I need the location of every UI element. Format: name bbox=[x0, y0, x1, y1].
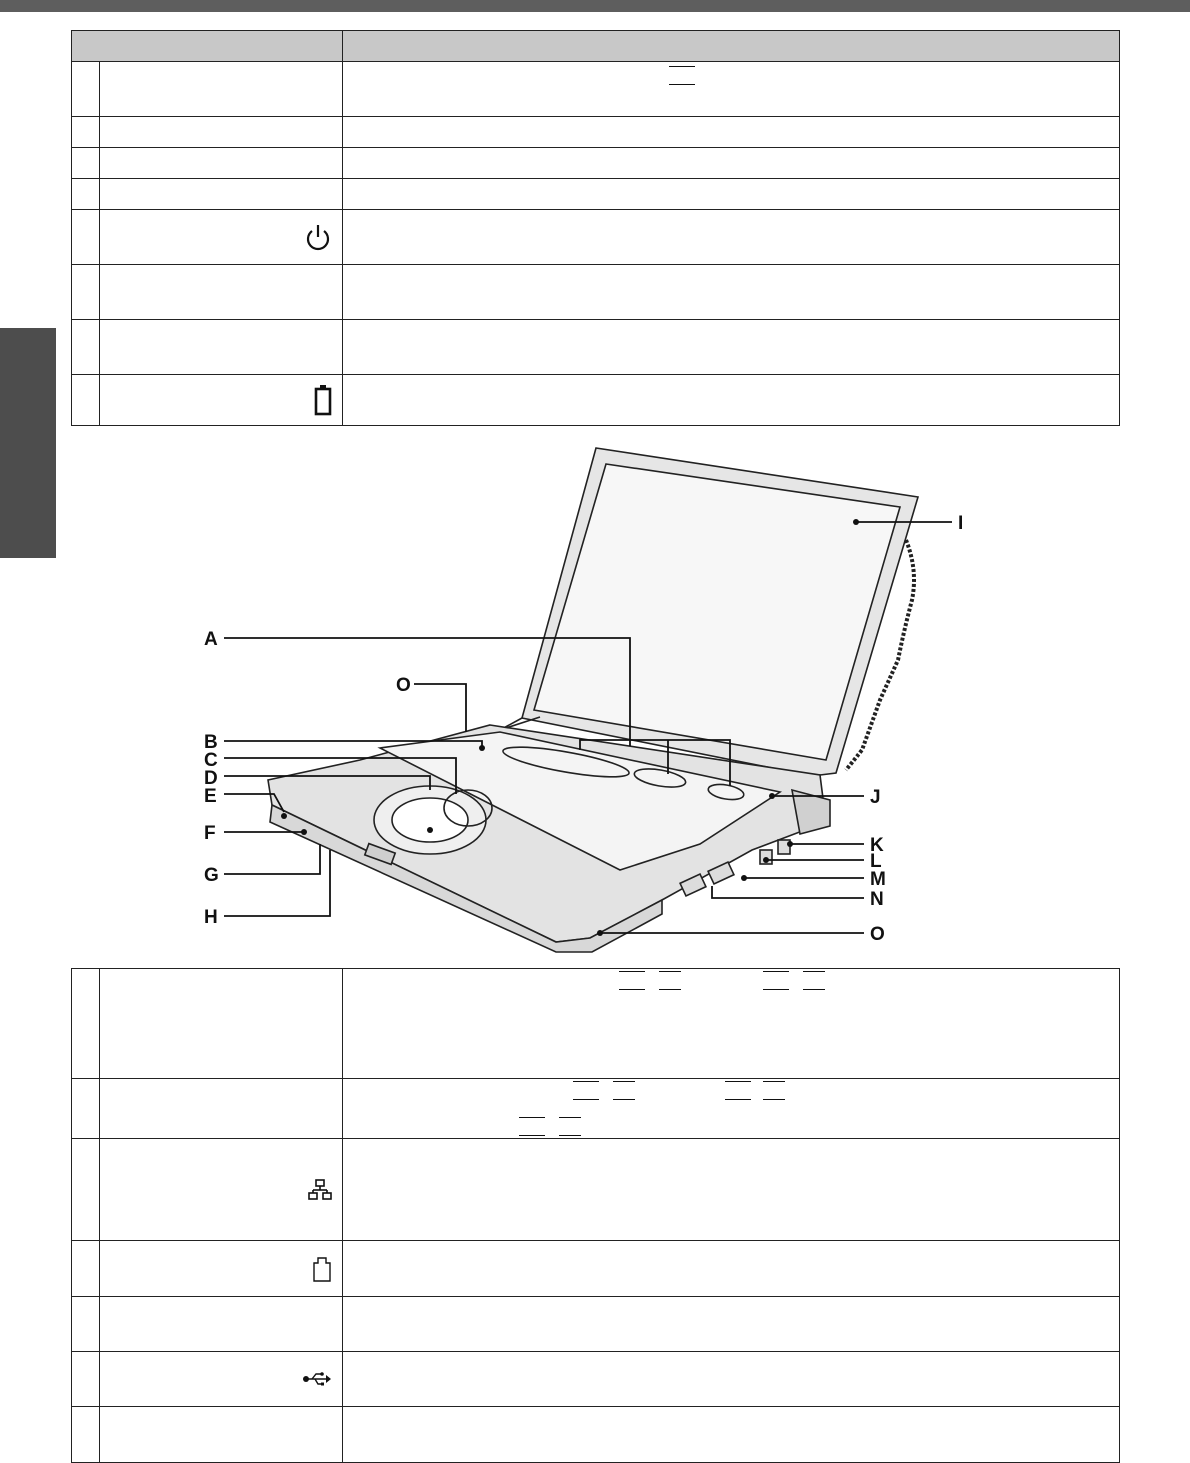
row-name bbox=[100, 1297, 343, 1352]
callout-k: K bbox=[870, 835, 884, 856]
key-overline bbox=[803, 971, 825, 972]
table-row bbox=[72, 210, 1120, 265]
usb-icon bbox=[302, 1371, 332, 1387]
key-overline bbox=[659, 971, 681, 972]
callout-j: J bbox=[870, 787, 881, 808]
callout-o-top: O bbox=[396, 675, 411, 696]
key-overline bbox=[803, 989, 825, 990]
row-description bbox=[343, 117, 1120, 148]
row-description bbox=[343, 1079, 1120, 1139]
key-overline bbox=[619, 989, 645, 990]
row-description bbox=[343, 969, 1120, 1079]
row-letter bbox=[72, 117, 100, 148]
row-description bbox=[343, 1241, 1120, 1297]
row-name bbox=[100, 1139, 343, 1241]
row-letter bbox=[72, 1241, 100, 1297]
callout-g: G bbox=[204, 865, 219, 886]
row-name bbox=[100, 1352, 343, 1407]
bottom-spec-table bbox=[71, 968, 1120, 1463]
row-description bbox=[343, 1352, 1120, 1407]
table-row bbox=[72, 1297, 1120, 1352]
key-overline bbox=[613, 1081, 635, 1082]
row-letter bbox=[72, 375, 100, 426]
row-description bbox=[343, 1297, 1120, 1352]
callout-c: C bbox=[204, 750, 218, 771]
callout-e: E bbox=[204, 786, 217, 807]
callout-l: L bbox=[870, 851, 882, 872]
row-description bbox=[343, 375, 1120, 426]
power-icon bbox=[304, 222, 332, 252]
callout-a: A bbox=[204, 629, 218, 650]
laptop-illustration bbox=[268, 448, 918, 952]
row-letter bbox=[72, 320, 100, 375]
row-name bbox=[100, 1241, 343, 1297]
callout-n: N bbox=[870, 889, 884, 910]
key-overline bbox=[519, 1135, 545, 1136]
key-overline bbox=[619, 971, 645, 972]
row-name bbox=[100, 320, 343, 375]
key-overline bbox=[763, 1081, 785, 1082]
modem-icon bbox=[312, 1255, 332, 1283]
row-description bbox=[343, 210, 1120, 265]
row-letter bbox=[72, 1297, 100, 1352]
row-description bbox=[343, 1139, 1120, 1241]
laptop-diagram bbox=[0, 430, 1190, 965]
row-description bbox=[343, 320, 1120, 375]
table-row bbox=[72, 1241, 1120, 1297]
row-name bbox=[100, 148, 343, 179]
key-overline bbox=[763, 971, 789, 972]
table-row bbox=[72, 1139, 1120, 1241]
key-overline bbox=[725, 1099, 751, 1100]
row-name bbox=[100, 375, 343, 426]
key-overline bbox=[573, 1099, 599, 1100]
callout-d: D bbox=[204, 768, 218, 789]
row-letter bbox=[72, 148, 100, 179]
row-letter bbox=[72, 1079, 100, 1139]
row-description bbox=[343, 179, 1120, 210]
key-overline bbox=[669, 84, 695, 85]
lan-icon bbox=[308, 1179, 332, 1201]
top-header-bar bbox=[0, 0, 1190, 12]
table-row bbox=[72, 1407, 1120, 1463]
table-row bbox=[72, 1079, 1120, 1139]
table-row bbox=[72, 375, 1120, 426]
callout-o-bottom: O bbox=[870, 924, 885, 945]
row-name bbox=[100, 1079, 343, 1139]
header-function bbox=[343, 31, 1120, 62]
row-letter bbox=[72, 210, 100, 265]
row-name bbox=[100, 210, 343, 265]
row-name bbox=[100, 179, 343, 210]
key-overline bbox=[559, 1135, 581, 1136]
table-header-row bbox=[72, 31, 1120, 62]
table-row bbox=[72, 1352, 1120, 1407]
key-overline bbox=[613, 1099, 635, 1100]
row-name bbox=[100, 62, 343, 117]
row-letter bbox=[72, 969, 100, 1079]
row-description bbox=[343, 1407, 1120, 1463]
callout-f: F bbox=[204, 823, 216, 844]
row-letter bbox=[72, 62, 100, 117]
top-spec-table bbox=[71, 30, 1120, 426]
callout-i: I bbox=[958, 513, 964, 534]
header-description bbox=[72, 31, 343, 62]
table-row bbox=[72, 117, 1120, 148]
row-description bbox=[343, 148, 1120, 179]
row-name bbox=[100, 1407, 343, 1463]
key-overline bbox=[559, 1117, 581, 1118]
key-overline bbox=[763, 989, 789, 990]
row-letter bbox=[72, 179, 100, 210]
row-letter bbox=[72, 265, 100, 320]
row-letter bbox=[72, 1139, 100, 1241]
table-row bbox=[72, 969, 1120, 1079]
key-overline bbox=[725, 1081, 751, 1082]
row-name bbox=[100, 117, 343, 148]
key-overline bbox=[659, 989, 681, 990]
battery-icon bbox=[314, 384, 332, 416]
row-letter bbox=[72, 1352, 100, 1407]
table-row bbox=[72, 62, 1120, 117]
table-row bbox=[72, 265, 1120, 320]
table-row bbox=[72, 148, 1120, 179]
key-overline bbox=[669, 66, 695, 67]
table-row bbox=[72, 179, 1120, 210]
key-overline bbox=[573, 1081, 599, 1082]
key-overline bbox=[763, 1099, 785, 1100]
row-name bbox=[100, 265, 343, 320]
key-overline bbox=[519, 1117, 545, 1118]
row-description bbox=[343, 265, 1120, 320]
row-letter bbox=[72, 1407, 100, 1463]
row-name bbox=[100, 969, 343, 1079]
table-row bbox=[72, 320, 1120, 375]
callout-h: H bbox=[204, 907, 218, 928]
callout-b: B bbox=[204, 732, 218, 753]
row-description bbox=[343, 62, 1120, 117]
callout-m: M bbox=[870, 869, 886, 890]
